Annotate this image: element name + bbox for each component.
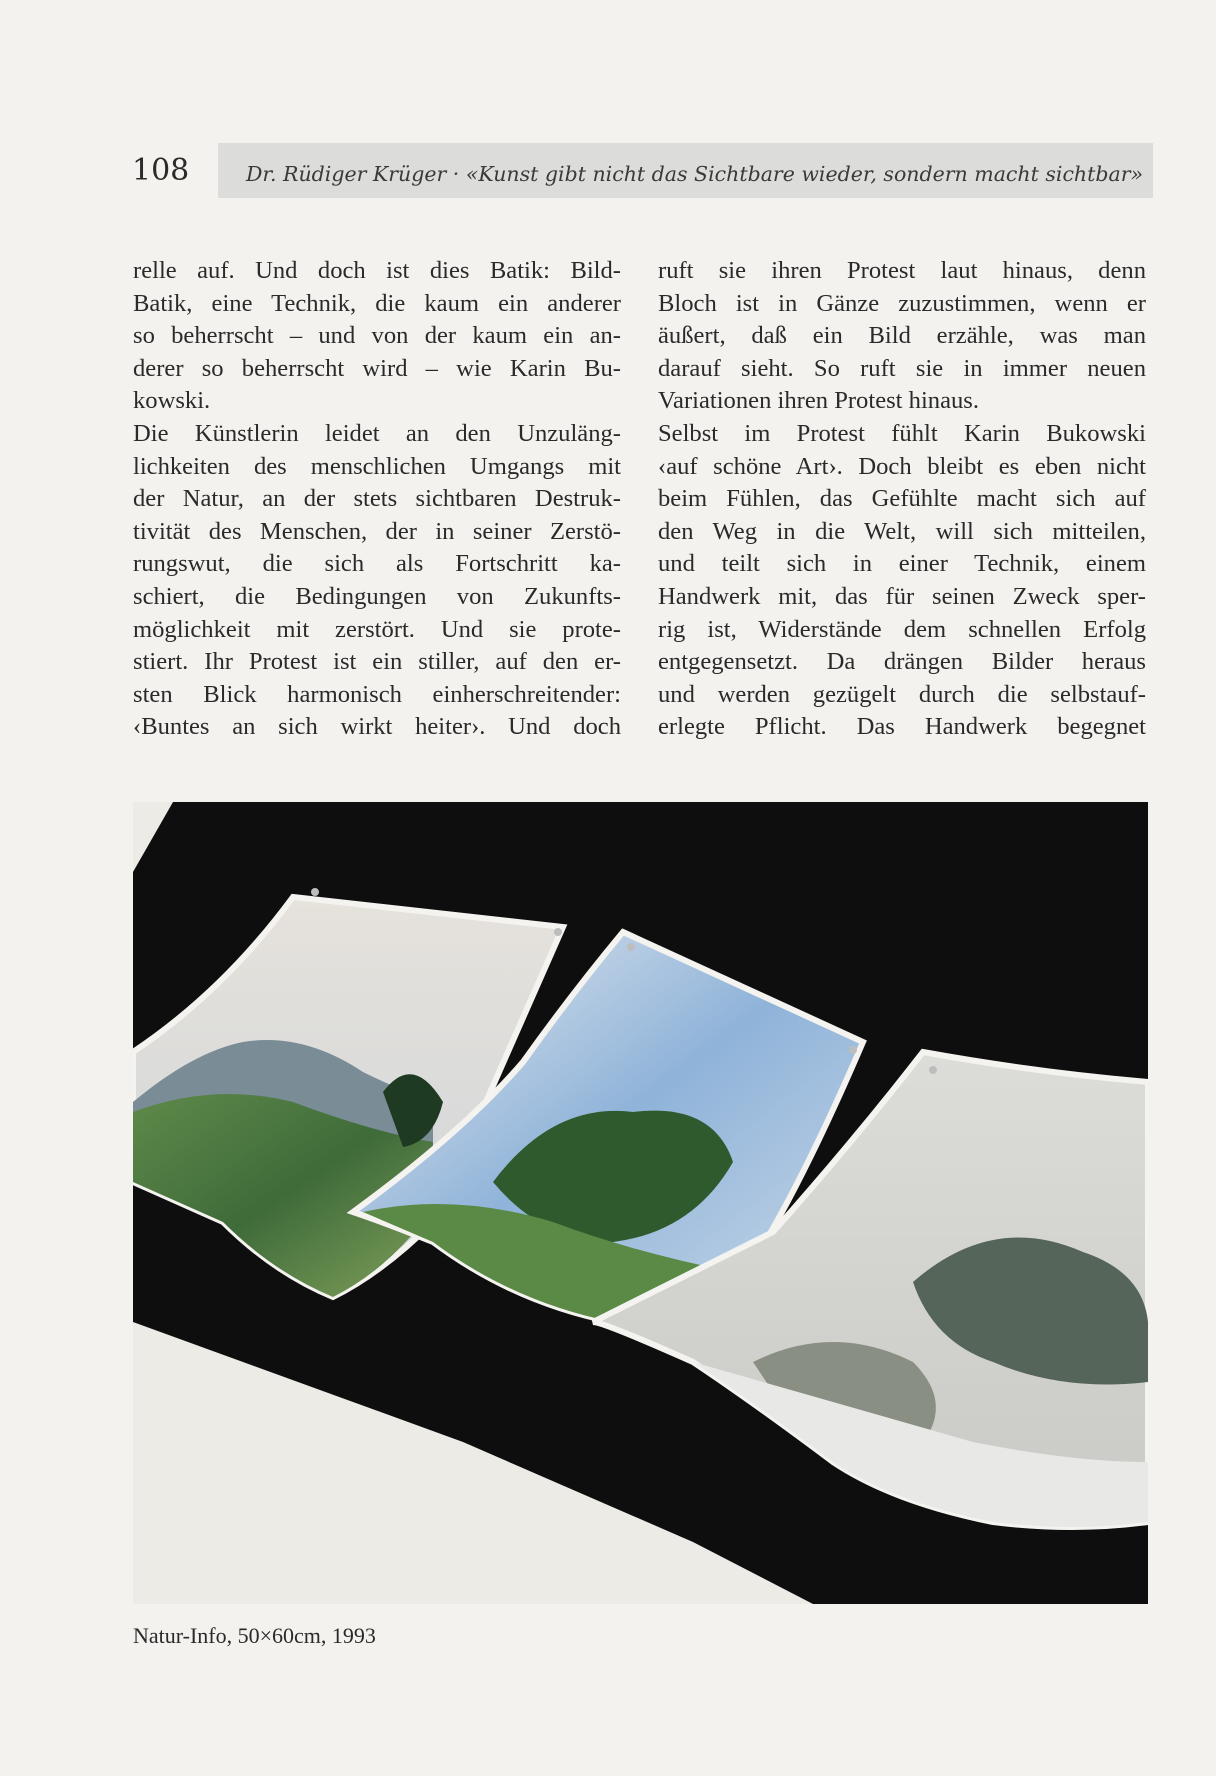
text-line: Die Künstlerin leidet an den Unzuläng- <box>133 419 621 447</box>
text-line: den Weg in die Welt, will sich mitteilen, <box>658 517 1146 545</box>
text-line: kowski. <box>133 387 211 415</box>
text-line: rig ist, Widerstände dem schnellen Erfolg <box>658 615 1146 643</box>
text-line: ruft sie ihren Protest laut hinaus, denn <box>658 257 1146 284</box>
pin-icon <box>311 888 319 896</box>
page-number: 108 <box>132 153 190 188</box>
text-line: lichkeiten des menschlichen Umgangs mit <box>133 452 621 480</box>
text-line: rungswut, die sich als Fortschritt ka- <box>133 550 621 578</box>
text-line: äußert, daß ein Bild erzähle, was man <box>658 322 1146 350</box>
text-line: tivität des Menschen, der in seiner Zerstö- <box>133 517 621 545</box>
artwork-illustration <box>133 802 1148 1604</box>
text-line: darauf sieht. So ruft sie in immer neuen <box>658 354 1146 382</box>
text-line: stiert. Ihr Protest ist ein stiller, auf den er- <box>133 648 621 676</box>
pin-icon <box>554 928 562 936</box>
figure-caption: Natur-Info, 50×60cm, 1993 <box>133 1623 376 1648</box>
text-line: erlegte Pflicht. Das Handwerk begegnet <box>658 713 1146 741</box>
text-line: schiert, die Bedingungen von Zukunfts- <box>133 582 621 610</box>
text-line: Batik, eine Technik, die kaum ein anderer <box>133 289 621 317</box>
text-line: beim Fühlen, das Gefühlte macht sich auf <box>658 485 1146 513</box>
text-line: der Natur, an der stets sichtbaren Destruk- <box>133 485 621 513</box>
pin-icon <box>627 943 635 951</box>
text-line: Handwerk mit, das für seinen Zweck sper- <box>658 582 1146 610</box>
text-line: so beherrscht – und von der kaum ein an- <box>133 322 621 350</box>
running-title: Dr. Rüdiger Krüger · «Kunst gibt nicht das Sichtbare wieder, sondern macht sichtbar» <box>246 162 1144 186</box>
wall-corner <box>133 802 173 872</box>
text-line: und werden gezügelt durch die selbstauf- <box>658 680 1146 708</box>
pin-icon <box>849 1046 857 1054</box>
text-line: relle auf. Und doch ist dies Batik: Bild- <box>133 257 621 284</box>
left-text-column <box>133 255 621 744</box>
text-line: ‹Buntes an sich wirkt heiter›. Und doch <box>133 713 621 741</box>
artwork-photo <box>133 802 1148 1604</box>
text-line: entgegensetzt. Da drängen Bilder heraus <box>658 648 1146 676</box>
text-line: möglichkeit mit zerstört. Und sie prote- <box>133 615 621 643</box>
text-line: ‹auf schöne Art›. Doch bleibt es eben nicht <box>658 452 1146 480</box>
text-line: derer so beherrscht wird – wie Karin Bu- <box>133 354 621 382</box>
right-text-column <box>658 255 1146 744</box>
text-line: Variationen ihren Protest hinaus. <box>658 387 980 415</box>
text-line: sten Blick harmonisch einherschreitender: <box>133 680 621 708</box>
text-line: und teilt sich in einer Technik, einem <box>658 550 1146 578</box>
pin-icon <box>929 1066 937 1074</box>
text-line: Bloch ist in Gänze zuzustimmen, wenn er <box>658 289 1146 317</box>
text-line: Selbst im Protest fühlt Karin Bukowski <box>658 419 1146 447</box>
